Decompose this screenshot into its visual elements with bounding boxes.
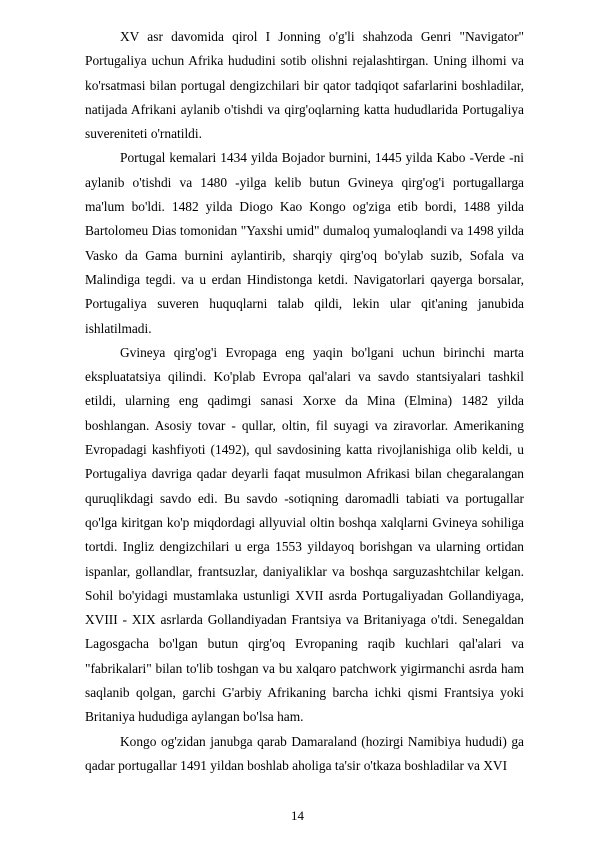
paragraph-prince-henry: XV asr davomida qirol I Jonning o'g'li shahzoda Genri "Navigator" Portugaliya uchun Afrika hududini sotib olishni rejalashtirgan. Uning ilhomi va ko'rsatmasi bilan portugal dengizchilari bir qator tadqiqot safarlarini boshladilar, natijada Afrikani aylanib o'tishdi va qirg'oqlarning katta hududlarida Portugaliya suvereniteti o'rnatildi.	[85, 29, 524, 142]
paragraph-portuguese-voyages: Portugal kemalari 1434 yilda Bojador burnini, 1445 yilda Kabo -Verde -ni aylanib o'tishdi va 1480 -yilga kelib butun Gvineya qirg'og'i portugallarga ma'lum bo'ldi. 1482 yilda Diogo Kao Kongo og'ziga etib bordi, 1488 yilda Bartolomeu Dias tomonidan "Yaxshi umid" dumaloq yumaloqlandi va 1498 yilda Vasko da Gama burnini aylantirib, sharqiy qirg'oq bo'ylab suzib, Sofala va Malindiga tegdi. va u erdan Hindistonga ketdi. Navigatorlari qayerga borsalar, Portugaliya suveren huquqlarni talab qildi, lekin ular qit'aning janubida ishlatilmadi.	[85, 150, 524, 336]
paragraph-guinea-coast: Gvineya qirg'og'i Evropaga eng yaqin bo'lgani uchun birinchi marta ekspluatatsiya qilindi. Ko'plab Evropa qal'alari va savdo stantsiyalari tashkil etildi, ularning eng qadimgi sanasi Xorxe da Mina (Elmina) 1482 yilda boshlangan. Asosiy tovar - qullar, oltin, fil suyagi va ziravorlar. Amerikaning Evropadagi kashfiyoti (1492), qul savdosining katta rivojlanishiga olib keldi, u Portugaliya davriga qadar deyarli faqat musulmon Afrikasi bilan chegaralangan quruqlikdagi savdo edi. Bu savdo -sotiqning daromadli tabiati va portugallar qo'lga kiritgan ko'p miqdordagi allyuvial oltin boshqa xalqlarni Gvineya sohiliga tortdi. Ingliz dengizchilari u erga 1553 yildayoq borishgan va ularning ortidan ispanlar, gollandlar, frantsuzlar, daniyaliklar va boshqa sarguzashtchilar kelgan. Sohil bo'yidagi mustamlaka ustunligi XVII asrda Portugaliyadan Gollandiyaga, XVIII - XIX asrlarda Gollandiyadan Frantsiya va Britaniyaga o'tdi. Senegaldan Lagosgacha bo'lgan butun qirg'oq Evropaning raqib kuchlari qal'alari va "fabrikalari" bilan to'lib toshgan va bu xalqaro patchwork yigirmanchi asrda ham saqlanib qolgan, garchi G'arbiy Afrikaning barcha ichki qismi Frantsiya yoki Britaniya hududiga aylangan bo'lsa ham.	[85, 344, 524, 725]
paragraph-congo-south: Kongo og'zidan janubga qarab Damaraland (hozirgi Namibiya hududi) ga qadar portugallar 1491 yildan boshlab aholiga ta'sir o'tkaza boshladilar va XVI	[85, 733, 524, 773]
document-page	[85, 25, 524, 778]
page-number: 14	[291, 808, 304, 823]
